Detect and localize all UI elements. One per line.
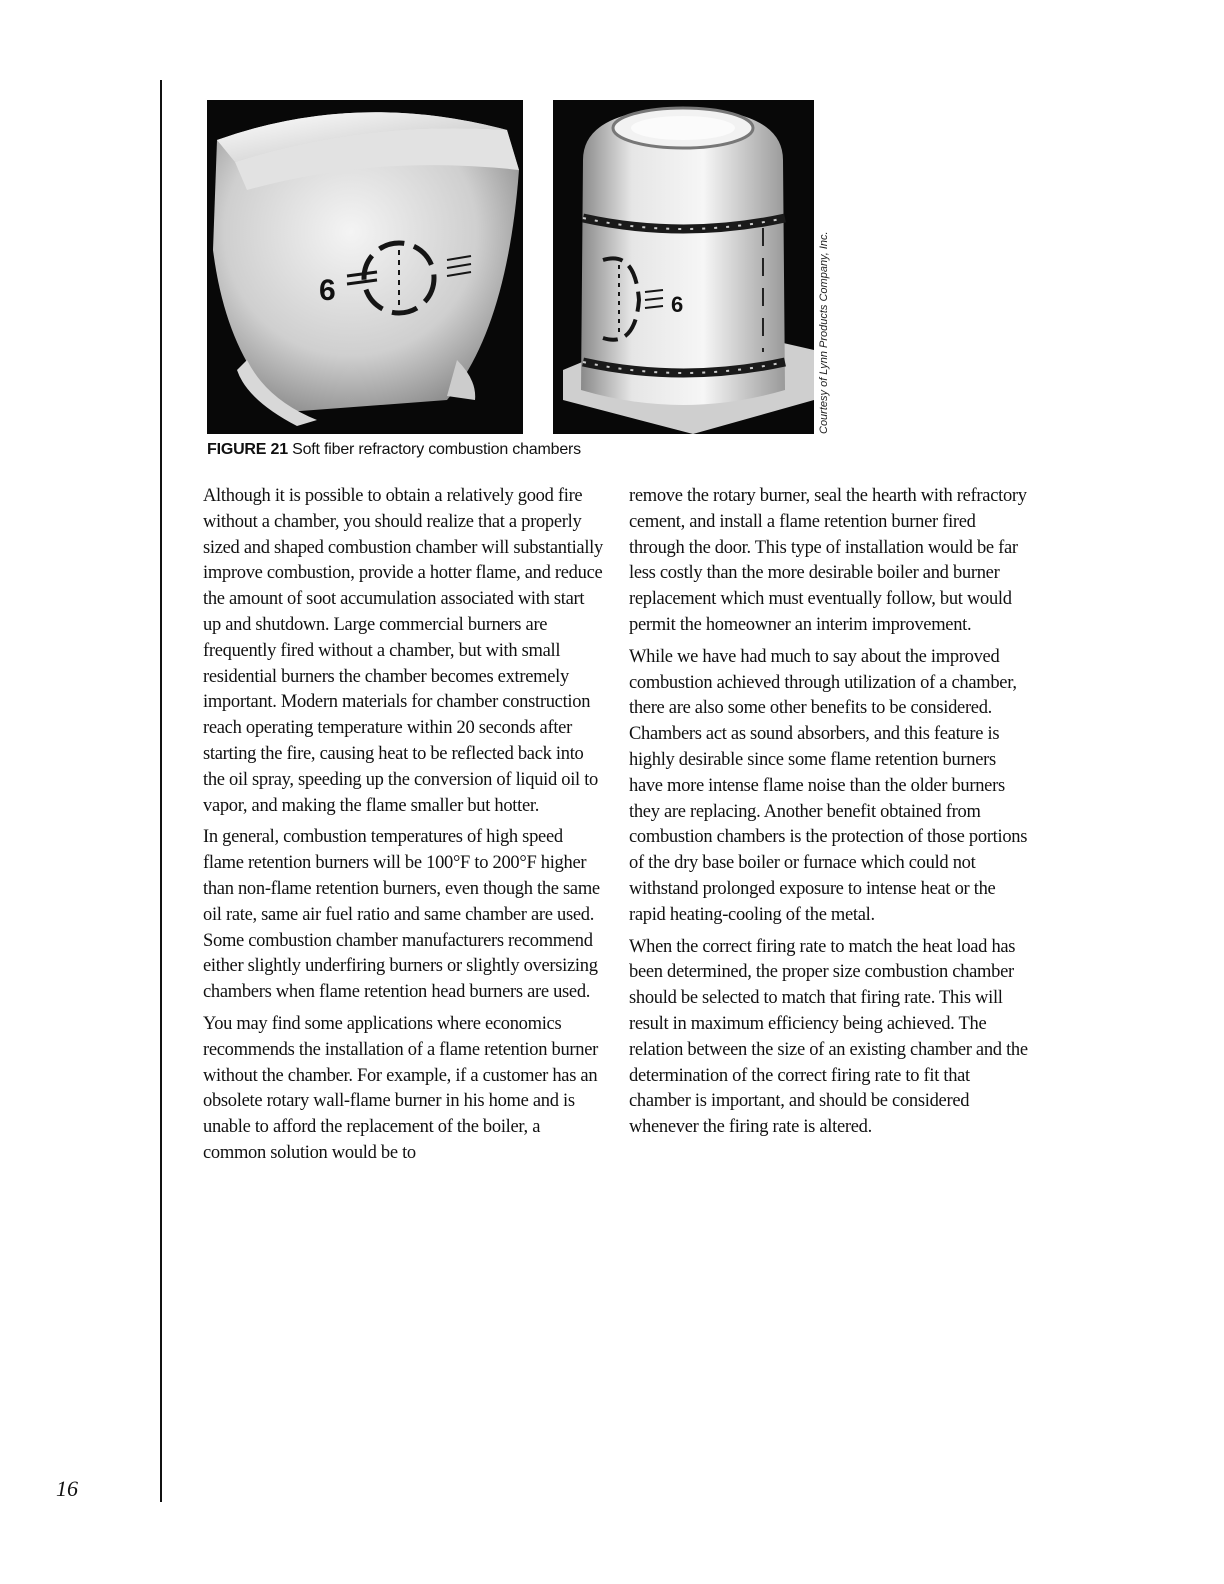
figure-label: FIGURE 21 [207,441,288,458]
figure-21 [207,100,814,434]
paragraph: remove the rotary burner, seal the hearth with refractory cement, and install a flame retention burner fired through the door. This type of installation would be far less costly than the more desirable boiler and burner replacement which must eventually follow, but would permit the homeowner an interim improvement. [629,486,1027,635]
round-chamber-photo [553,100,814,434]
paragraph: While we have had much to say about the improved combustion achieved through utilization of a chamber, there are also some other benefits to be considered. Chambers act as sound absorbers, and this feature is highly desirable since some flame retention burners have more intense flame noise than the older burners they are replacing. Another benefit obtained from combustion chambers is the protection of those portions of the dry base boiler or furnace which could not withstand prolonged exposure to intense heat or the rapid heating-cooling of the metal. [629,646,1028,925]
figure-caption [207,441,581,459]
photo-credit: Courtesy of Lynn Products Company, Inc. [818,231,830,434]
right-photo-number: 6 [671,292,684,317]
figure-divider [523,100,553,434]
square-chamber-photo [207,100,523,434]
paragraph: When the correct firing rate to match the heat load has been determined, the proper size combustion chamber should be selected to match that firing rate. This will result in maximum efficiency being achieved. The relation between the size of an existing chamber and the determination of the correct firing rate to fit that chamber is important, and should be considered whenever the firing rate is altered. [629,936,1028,1138]
paragraph: Although it is possible to obtain a relatively good fire without a chamber, you should realize that a properly sized and shaped combustion chamber will substantially improve combustion, provide a hotter flame, and reduce the amount of soot accumulation associated with start up and shutdown. Large commercial burners are frequently fired without a chamber, but with small residential burners the chamber becomes extremely important. Modern materials for chamber construction reach operating temperature within 20 seconds after starting the fire, causing heat to be reflected back into the oil spray, speeding up the conversion of liquid oil to vapor, and making the flame smaller but hotter. [203,486,603,816]
left-column [203,484,603,1173]
right-column [629,484,1029,1147]
left-photo-number: 6 [319,274,336,307]
figure-caption-text: Soft fiber refractory combustion chambers [292,441,581,458]
page-number: 16 [56,1476,78,1501]
paragraph: In general, combustion temperatures of high speed flame retention burners will be 100°F to 200°F higher than non-flame retention burners, even though the same oil rate, same air fuel ratio and same chamber are used. Some combustion chamber manufacturers recommend either slightly underfiring burners or slightly oversizing chambers when flame retention head burners are used. [203,827,600,1003]
paragraph: You may find some applications where economics recommends the installation of a flame retention burner without the chamber. For example, if a customer has an obsolete rotary wall-flame burner in his home and is unable to afford the replacement of the boiler, a common solution would be to [203,1013,598,1163]
margin-rule [160,80,162,1502]
